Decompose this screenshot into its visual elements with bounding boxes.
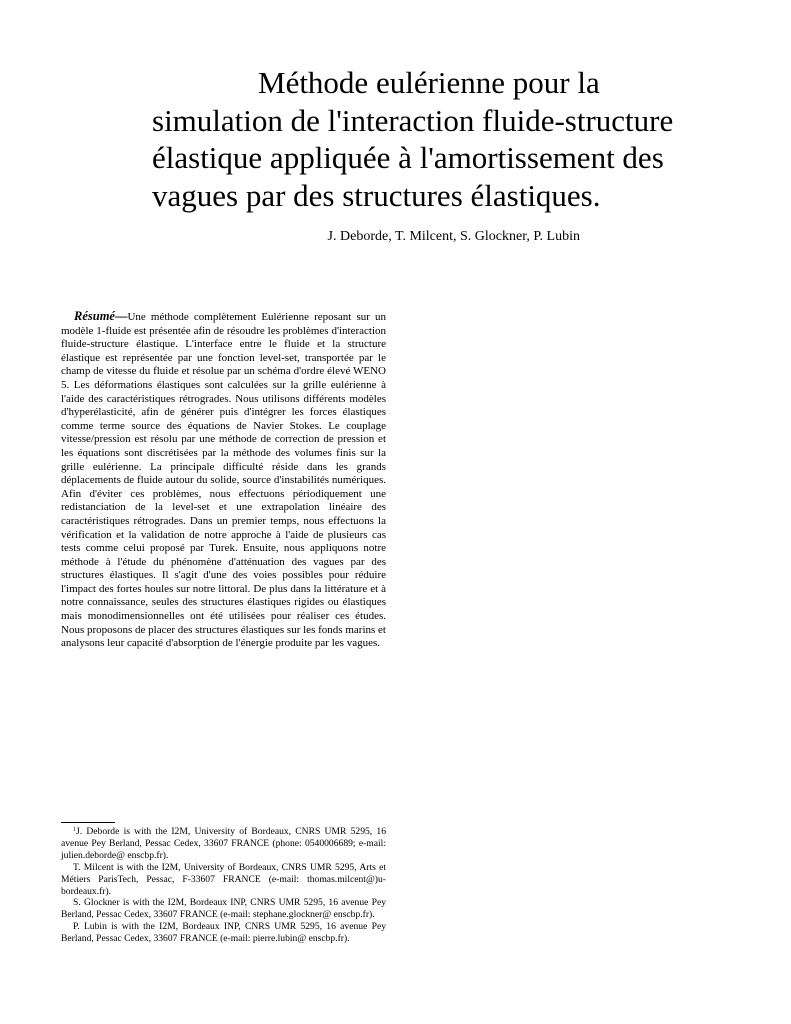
abstract-label-dash: — xyxy=(114,309,128,323)
footnote-deborde-text: J. Deborde is with the I2M, University of Bordeaux, CNRS UMR 5295, 16 avenue Pey Berland, Pessac Cedex, 33607 FRANCE (phone: 0540006689; e-mail: julien.deborde@ enscbp.fr). xyxy=(61,826,386,861)
title-line-2: simulation de l'interaction fluide-structure xyxy=(152,102,674,138)
footnotes xyxy=(61,826,386,945)
footnote-glockner: S. Glockner is with the I2M, Bordeaux INP, CNRS UMR 5295, 16 avenue Pey Berland, Pessac Cedex, 33607 FRANCE (e-mail: stephane.glockner@ enscbp.fr). xyxy=(61,897,386,921)
abstract xyxy=(61,310,386,651)
footnote-milcent: T. Milcent is with the I2M, University of Bordeaux, CNRS UMR 5295, Arts et Métiers ParisTech, Pessac, F-33607 FRANCE (e-mail: thomas.milcent@)u-bordeaux.fr). xyxy=(61,861,386,897)
title-line-4: vagues par des structures élastiques. xyxy=(152,177,601,213)
title-line-1: Méthode eulérienne pour la xyxy=(258,65,600,100)
abstract-label-text: Résumé xyxy=(74,309,115,323)
footnote-rule xyxy=(61,822,115,823)
abstract-label xyxy=(74,309,127,323)
author-list: J. Deborde, T. Milcent, S. Glockner, P. Lubin xyxy=(327,229,580,244)
footnote-marker: 1 xyxy=(73,827,76,833)
paper-title xyxy=(152,64,712,214)
footnote-deborde xyxy=(61,826,386,862)
title-line-3: élastique appliquée à l'amortissement des xyxy=(152,140,664,175)
footnote-lubin: P. Lubin is with the I2M, Bordeaux INP, CNRS UMR 5295, 16 avenue Pey Berland, Pessac Cedex, 33607 FRANCE (e-mail: pierre.lubin@ enscbp.fr). xyxy=(61,921,386,945)
abstract-text: Une méthode complètement Eulérienne reposant sur un modèle 1-fluide est présentée afin de résoudre les problèmes d'interaction fluide-structure élastique. L'interface entre le fluide et la structure élastique est représentée par une fonction level-set, transportée par le champ de vitesse du fluide et résolue par un schéma d'ordre élevé WENO 5. Les déformations élastiques sont calculées sur la grille eulérienne à l'aide des caractéristiques rétrogrades. Nous utilisons différents modèles d'hyperélasticité, afin de générer puis d'intégrer les forces élastiques comme terme source des équations de Navier Stokes. Le couplage vitesse/pression est résolu par une méthode de correction de pression et les équations sont discrétisées par la méthode des volumes finis sur la grille eulérienne. La principale difficulté réside dans les grands déplacements de fluide autour du solide, source d'instabilités numériques. Afin d'éviter ces problèmes, nous effectuons périodiquement une redistanciation de la level-set et une extrapolation linéaire des caractéristiques rétrogrades. Dans un premier temps, nous effectuons la vérification et la validation de notre approche à l'aide de plusieurs cas tests comme celui proposé par Turek. Ensuite, nous appliquons notre méthode à l'étude du phénomène d'atténuation des vagues par des structures élastiques. Il s'agit d'une des voies possibles pour réduire l'impact des fortes houles sur notre littoral. De plus dans la littérature et à notre connaissance, seules des structures élastiques rigides ou élastiques mais monodimensionnelles ont été utilisées pour réaliser ces études. Nous proposons de placer des structures élastiques sur les fonds marins et analysons leur capacité d'absorption de l'énergie produite par les vagues. xyxy=(61,311,386,650)
